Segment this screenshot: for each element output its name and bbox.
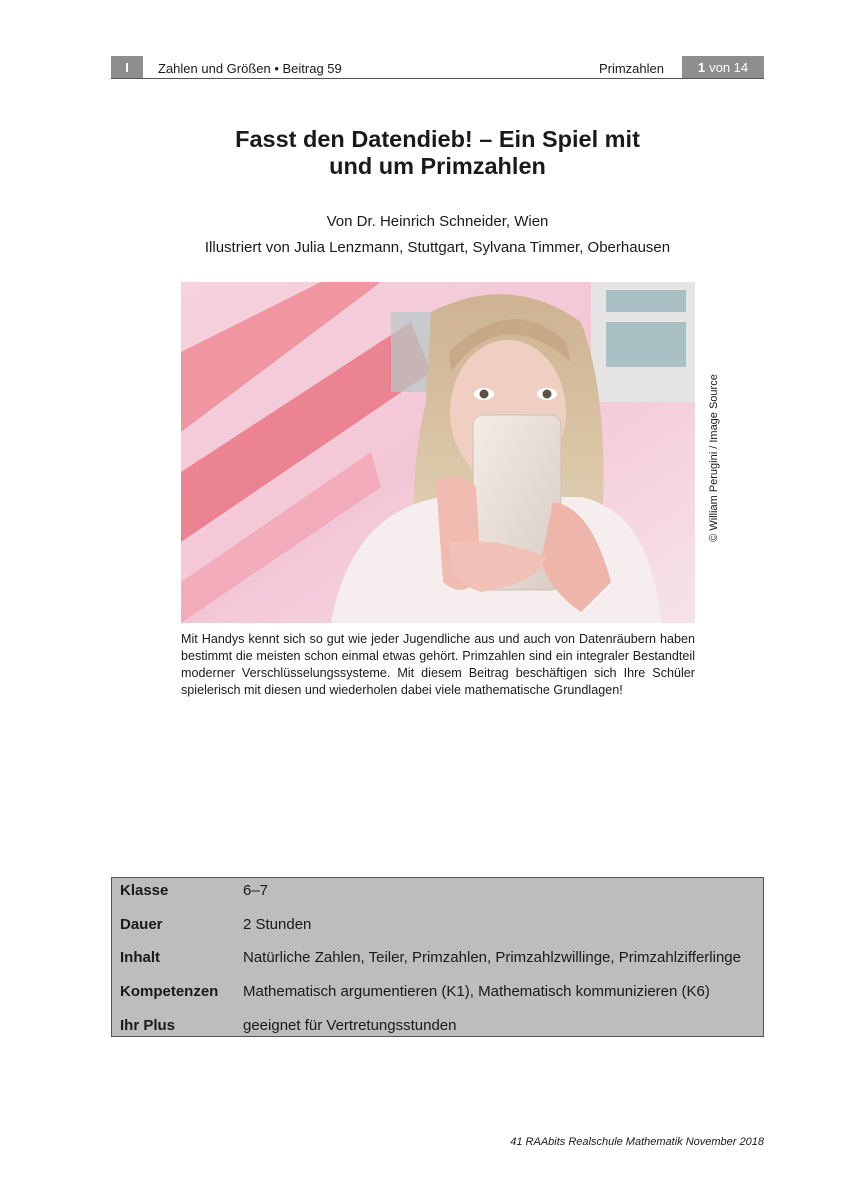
info-row-dauer — [112, 916, 763, 936]
page-header — [111, 56, 764, 79]
illustrator-line: Illustriert von Julia Lenzmann, Stuttgart, Sylvana Timmer, Oberhausen — [204, 239, 671, 256]
info-label: Ihr Plus — [120, 1017, 176, 1034]
page-title — [111, 126, 764, 180]
page-indicator — [682, 56, 764, 78]
section-marker: I — [111, 56, 143, 78]
series-label: Zahlen und Größen • Beitrag 59 — [158, 61, 342, 76]
author-line: Von Dr. Heinrich Schneider, Wien — [326, 213, 549, 230]
info-value: geeignet für Vertretungsstunden — [243, 1017, 457, 1034]
info-row-klasse — [112, 882, 763, 902]
image-credit: © William Perugini / Image Source — [708, 374, 720, 542]
page-total: von 14 — [709, 59, 749, 75]
info-value: Natürliche Zahlen, Teiler, Primzahlen, Primzahlzwillinge, Primzahlzifferlinge — [243, 949, 741, 966]
intro-paragraph: Mit Handys kennt sich so gut wie jeder Jugendliche aus und auch von Datenräubern haben bestimmt die meisten schon einmal etwas gehört. Primzahlen sind ein integraler Bestandteil moderner Verschlüsselungssysteme. Mit diesem Beitrag beschäftigen sich Ihre Schüler spielerisch mit diesen und wiederholen dabei viele mathematische Grundlagen! — [181, 632, 695, 697]
info-value: 6–7 — [243, 882, 269, 899]
page-footer: 41 RAAbits Realschule Mathematik November 2018 — [510, 1136, 764, 1148]
info-value: Mathematisch argumentieren (K1), Mathematisch kommunizieren (K6) — [243, 983, 710, 1000]
info-row-plus — [112, 1017, 763, 1037]
info-value: 2 Stunden — [243, 916, 312, 933]
photo-illustration — [181, 282, 695, 623]
info-label: Kompetenzen — [120, 983, 219, 1000]
topic-label: Primzahlen — [598, 61, 664, 76]
cover-photo — [181, 282, 695, 623]
title-line-1: Fasst den Datendieb! – Ein Spiel mit — [235, 126, 640, 152]
info-label: Klasse — [120, 882, 169, 899]
page-number: 1 — [697, 59, 706, 75]
info-label: Dauer — [120, 916, 163, 933]
info-row-kompetenzen — [112, 983, 763, 1003]
title-line-2: und um Primzahlen — [329, 153, 546, 179]
info-row-inhalt — [112, 949, 763, 969]
info-label: Inhalt — [120, 949, 160, 966]
info-box — [111, 877, 764, 1037]
